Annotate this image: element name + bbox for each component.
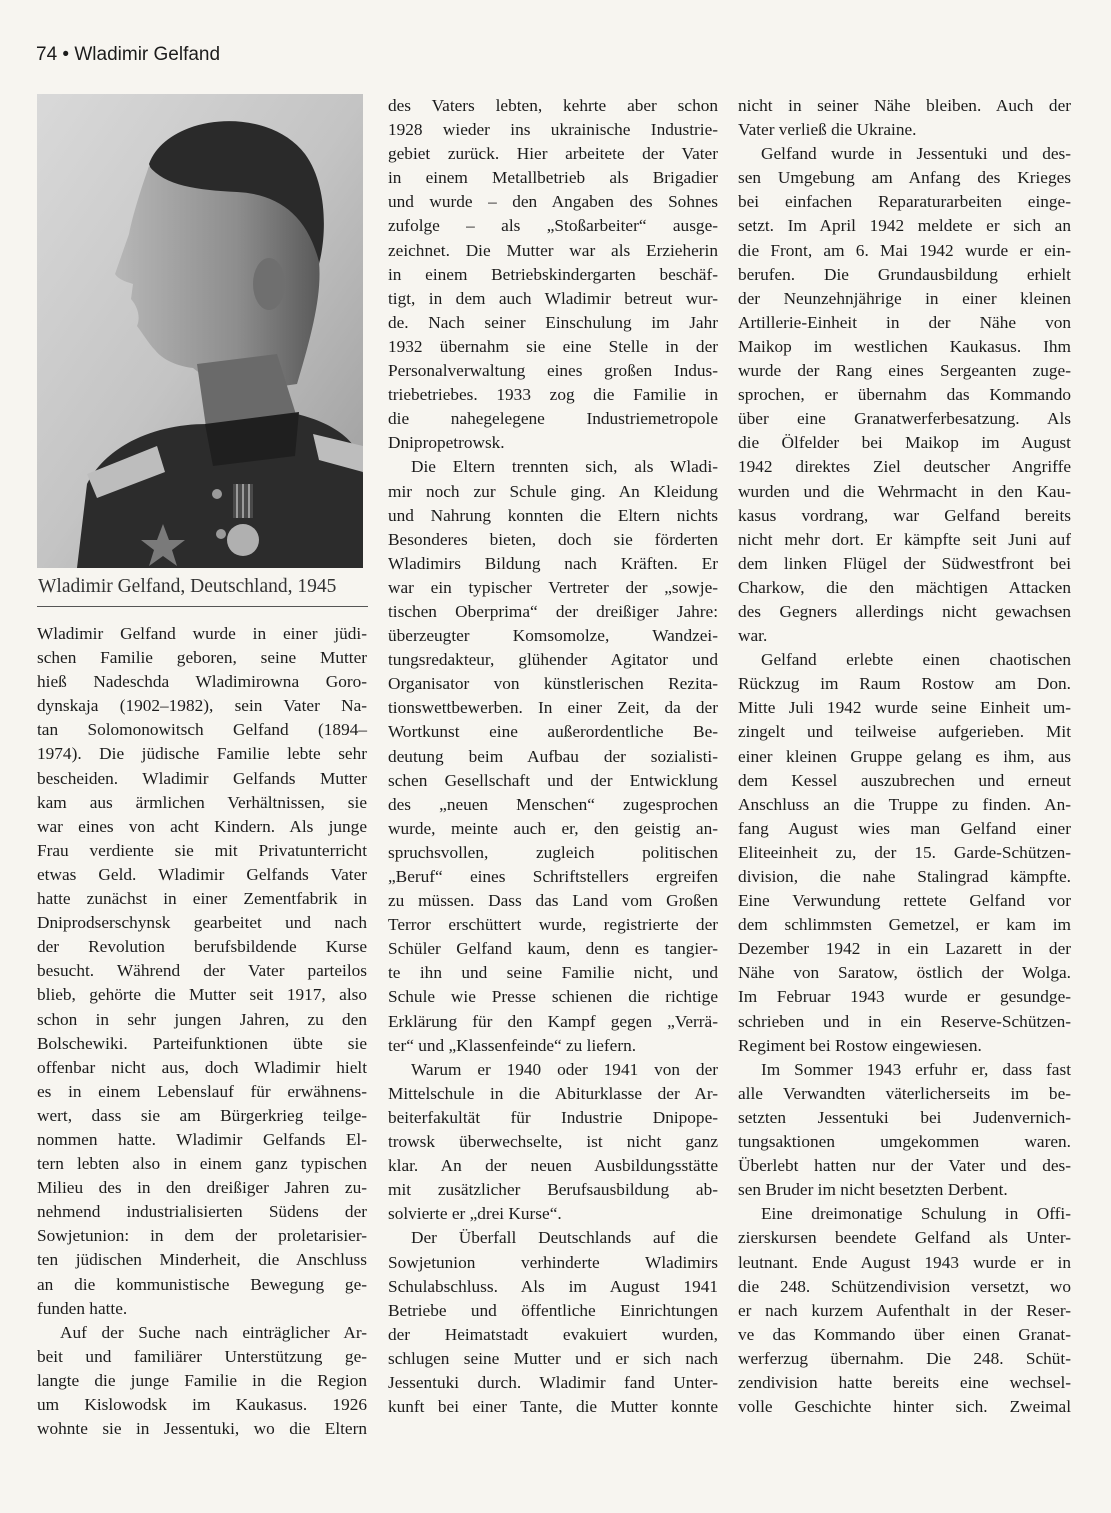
text-line: Organisator von künstlerischen Rezita-	[388, 674, 718, 694]
text-line: 1974). Die jüdische Familie lebte sehr	[37, 744, 367, 764]
text-line: wert, dass sie am Bürgerkrieg teilge-	[37, 1105, 367, 1125]
text-line: Warum er 1940 oder 1941 von der	[411, 1059, 718, 1079]
text-line: und wurde – den Angaben des Sohnes	[388, 192, 718, 212]
text-line: wurde der Rang eines Sergeanten zuge-	[738, 361, 1071, 381]
text-line: setzt. Im April 1942 meldete er sich an	[738, 216, 1071, 236]
text-line: hatte zunächst in einer Zementfabrik in	[37, 889, 367, 909]
caption-rule	[37, 606, 368, 607]
text-line: Terror erschüttert wurde, registrierte der	[388, 915, 718, 935]
figure-caption: Wladimir Gelfand, Deutschland, 1945	[38, 576, 337, 597]
text-line: Vater verließ die Ukraine.	[738, 120, 917, 140]
text-line: tionswettbewerben. In einer Zeit, da der	[388, 698, 718, 718]
text-line: Sowjetunion: in dem der proletarisier-	[37, 1226, 367, 1246]
text-line: wurde, meinte auch er, den geistig an-	[388, 818, 718, 838]
text-line: bescheiden. Wladimir Gelfands Mutter	[37, 768, 367, 788]
text-line: klar. An der neuen Ausbildungsstätte	[388, 1156, 718, 1176]
text-line: Der Überfall Deutschlands auf die	[411, 1228, 718, 1248]
text-line: leutnant. Ende August 1943 wurde er in	[738, 1252, 1071, 1272]
text-line: war.	[738, 626, 768, 646]
text-line: division, die nahe Stalingrad kämpfte.	[738, 867, 1071, 886]
text-line: ve das Kommando über einen Granat-	[738, 1324, 1071, 1344]
text-line: gebiet zurück. Hier arbeitete der Vater	[388, 144, 718, 164]
text-line: einer kleinen Gruppe gelang es ihm, aus	[738, 746, 1071, 766]
text-line: Gelfand wurde in Jessentuki und des-	[761, 144, 1071, 164]
portrait-image	[37, 94, 363, 568]
text-line: nicht mehr dort. Er kämpfte seit Juni auf	[738, 529, 1071, 549]
text-line: wurden und die Wehrmacht in den Kau-	[738, 481, 1071, 501]
text-line: Wladimirs Bildung nach Kräften. Er	[388, 553, 718, 573]
text-line: beiterfakultät für Industrie Dnipope-	[388, 1107, 718, 1127]
text-line: nicht in seiner Nähe bleiben. Auch der	[738, 96, 1071, 115]
text-line: Sowjetunion verhinderte Wladimirs	[388, 1252, 718, 1272]
text-line: Personalverwaltung eines großen Indus-	[388, 361, 718, 381]
text-line: hieß Nadeschda Wladimirowna Goro-	[37, 672, 367, 692]
text-line: Rückzug im Raum Rostow am Don.	[738, 674, 1071, 694]
text-line: wohnte sie in Jessentuki, wo die Eltern	[37, 1419, 367, 1439]
text-line: des Vaters lebten, kehrte aber schon	[388, 96, 718, 115]
text-line: triebetriebes. 1933 zog die Familie in	[388, 385, 718, 405]
text-line: des Gegners allerdings nicht gewachsen	[738, 601, 1071, 621]
text-column-2	[388, 94, 718, 1419]
text-line: die nahegelegene Industriemetropole	[388, 409, 718, 429]
text-line: es in einem Lebenslauf für erwähnens-	[37, 1081, 367, 1101]
text-line: in einem Metallbetrieb als Brigadier	[388, 168, 718, 188]
text-line: langte die junge Familie in die Region	[37, 1370, 367, 1390]
text-line: Artillerie-Einheit in der Nähe von	[738, 312, 1071, 332]
text-line: er nach kurzem Aufenthalt in der Reser-	[738, 1300, 1071, 1320]
text-column-3	[738, 94, 1071, 1419]
text-line: funden hatte.	[37, 1298, 128, 1318]
text-line: Überlebt hatten nur der Vater und des-	[738, 1156, 1071, 1176]
text-line: über eine Granatwerferbesatzung. Als	[738, 409, 1071, 429]
text-line: sprochen, er übernahm das Kommando	[738, 385, 1071, 405]
text-line: Dnipropetrowsk.	[388, 433, 505, 453]
text-line: tungsredakteur, glühender Agitator und	[388, 650, 718, 670]
text-line: Die Eltern trennten sich, als Wladi-	[411, 457, 718, 477]
text-line: blieb, gehörte die Mutter seit 1917, also	[37, 985, 367, 1005]
running-header	[36, 44, 220, 66]
text-line: war ein typischer Vertreter der „sowje-	[388, 577, 718, 597]
text-line: tern lebten also in einem ganz typischen	[37, 1154, 367, 1174]
text-line: Mittelschule in die Abiturklasse der Ar-	[388, 1083, 718, 1103]
text-line: 1942 direktes Ziel deutscher Angriffe	[738, 457, 1071, 477]
text-line: offenbar nicht aus, doch Wladimir hielt	[37, 1057, 367, 1077]
text-line: sen Umgebung am Anfang des Krieges	[738, 168, 1071, 188]
text-line: schlugen seine Mutter und er sich nach	[388, 1348, 718, 1368]
text-line: besucht. Während der Vater parteilos	[37, 961, 367, 981]
text-line: dem Kessel auszubrechen und erneut	[738, 770, 1071, 790]
text-line: Erklärung für den Kampf gegen „Verrä-	[388, 1011, 718, 1031]
text-line: alle Verwandten väterlicherseits im be-	[738, 1083, 1071, 1103]
text-line: dynskaja (1902–1982), sein Vater Na-	[37, 696, 367, 716]
text-line: deutung beim Aufbau der sozialisti-	[388, 746, 718, 766]
text-line: überzeugter Komsomolze, Wandzei-	[388, 626, 718, 646]
text-line: ten jüdischen Minderheit, die Anschluss	[37, 1250, 367, 1270]
text-line: schon in sehr jungen Jahren, zu den	[37, 1009, 367, 1029]
text-line: Bolschewiki. Parteifunktionen übte sie	[37, 1033, 367, 1053]
text-line: trowsk überwechselte, ist nicht ganz	[388, 1132, 718, 1152]
page-number: 74	[36, 44, 58, 65]
text-line: sen Bruder im nicht besetzten Derbent.	[738, 1180, 1008, 1200]
text-line: die Front, am 6. Mai 1942 wurde er ein-	[738, 240, 1071, 260]
text-line: die 248. Schützendivision versetzt, wo	[738, 1276, 1071, 1296]
text-line: Regiment bei Rostow eingewiesen.	[738, 1035, 982, 1055]
text-line: Dezember 1942 in ein Lazarett in der	[738, 939, 1071, 959]
text-line: dem schlimmsten Gemetzel, er kam im	[738, 915, 1071, 935]
text-line: und Nahrung konnten die Eltern nichts	[388, 505, 718, 525]
text-line: Anschluss an die Truppe zu finden. An-	[738, 794, 1071, 814]
text-line: „Beruf“ eines Schriftstellers ergreifen	[388, 867, 718, 886]
text-line: tungsaktionen umgekommen waren.	[738, 1132, 1071, 1152]
text-line: 1928 wieder ins ukrainische Industrie-	[388, 120, 718, 140]
text-line: berufen. Die Grundausbildung erhielt	[738, 264, 1071, 284]
text-line: zendivision hatte bereits eine wechsel-	[738, 1372, 1071, 1392]
text-line: beit und familiärer Unterstützung ge-	[37, 1346, 367, 1366]
text-line: Schulabschluss. Als im August 1941	[388, 1276, 718, 1296]
text-line: der Revolution berufsbildende Kurse	[37, 937, 367, 957]
text-line: der Heimatstadt evakuiert wurden,	[388, 1324, 718, 1344]
text-line: Schüler Gelfand kaum, denn es tangier-	[388, 939, 718, 959]
text-line: spruchsvollen, zugleich politischen	[388, 842, 718, 862]
text-line: Maikop im westlichen Kaukasus. Ihm	[738, 336, 1071, 356]
text-line: schen Familie geboren, seine Mutter	[37, 648, 367, 668]
text-line: Im Februar 1943 wurde er gesundge-	[738, 987, 1071, 1007]
text-line: tigt, in dem auch Wladimir betreut wur-	[388, 288, 718, 308]
text-line: zu müssen. Dass das Land vom Großen	[388, 891, 718, 911]
text-line: tischen Oberprima“ der dreißiger Jahre:	[388, 601, 718, 621]
text-line: Frau verdiente sie mit Privatunterricht	[37, 840, 367, 860]
text-line: volle Geschichte hinter sich. Zweimal	[738, 1397, 1071, 1417]
text-line: schen Gesellschaft und der Entwicklung	[388, 770, 718, 790]
text-line: dem linken Flügel der Südwestfront bei	[738, 553, 1071, 573]
text-line: mit zusätzlicher Berufsausbildung ab-	[388, 1180, 718, 1200]
text-line: ter“ und „Klassenfeinde“ zu liefern.	[388, 1035, 637, 1055]
text-line: Gelfand erlebte einen chaotischen	[761, 650, 1071, 670]
text-line: Mitte Juli 1942 wurde seine Einheit um-	[738, 698, 1071, 718]
text-line: Eliteeinheit zu, der 15. Garde-Schützen-	[738, 842, 1071, 862]
text-line: Im Sommer 1943 erfuhr er, dass fast	[761, 1059, 1071, 1079]
header-separator: •	[62, 44, 70, 65]
text-line: Milieu des in den dreißiger Jahren zu-	[37, 1178, 367, 1198]
text-line: Eine Verwundung rettete Gelfand vor	[738, 891, 1071, 911]
text-line: mir noch zur Schule ging. An Kleidung	[388, 481, 718, 501]
text-line: tan Solomonowitsch Gelfand (1894–	[37, 720, 367, 740]
text-line: Dniprodserschynsk gearbeitet und nach	[37, 913, 367, 933]
text-line: an die kommunistische Bewegung ge-	[37, 1274, 367, 1294]
text-line: Jessentuki durch. Wladimir fand Unter-	[388, 1372, 718, 1392]
text-line: zufolge – als „Stoßarbeiter“ ausge-	[388, 216, 718, 236]
text-line: zierskursen beendete Gelfand als Unter-	[738, 1228, 1071, 1248]
text-line: 1932 übernahm sie eine Stelle in der	[388, 336, 718, 356]
text-line: des „neuen Menschen“ zugesprochen	[388, 794, 718, 814]
text-line: Besonderes bieten, doch sie förderten	[388, 529, 718, 549]
text-line: Schule wie Presse schienen die richtige	[388, 987, 718, 1007]
text-line: fang August wies man Gelfand einer	[738, 818, 1071, 838]
text-line: war eines von acht Kindern. Als junge	[37, 816, 367, 836]
running-title: Wladimir Gelfand	[74, 44, 221, 65]
text-line: Betriebe und öffentliche Einrichtungen	[388, 1300, 718, 1320]
text-line: Eine dreimonatige Schulung in Offi-	[761, 1204, 1071, 1224]
text-line: de. Nach seiner Einschulung im Jahr	[388, 312, 718, 332]
text-line: zingelt und teilweise aufgerieben. Mit	[738, 722, 1071, 742]
text-line: schrieben und in ein Reserve-Schützen-	[738, 1011, 1071, 1031]
portrait-photo	[37, 94, 363, 568]
text-line: um Kislowodsk im Kaukasus. 1926	[37, 1395, 367, 1414]
text-line: nommen hatte. Wladimir Gelfands El-	[37, 1129, 367, 1149]
text-line: setzten Jessentuki bei Judenvernich-	[738, 1107, 1071, 1127]
text-line: der Neunzehnjährige in einer kleinen	[738, 288, 1071, 308]
text-line: Wladimir Gelfand wurde in einer jüdi-	[37, 624, 367, 643]
text-line: Charkow, die den mächtigen Attacken	[738, 577, 1071, 597]
text-column-1	[37, 622, 367, 1441]
text-line: werferzug übernahm. Die 248. Schüt-	[738, 1348, 1071, 1368]
text-line: Nähe von Saratow, östlich der Wolga.	[738, 963, 1071, 983]
text-line: die Ölfelder bei Maikop im August	[738, 433, 1071, 453]
text-line: in einem Betriebskindergarten beschäf-	[388, 264, 718, 284]
text-line: solvierte er „drei Kurse“.	[388, 1204, 562, 1224]
text-line: Wortkunst eine außerordentliche Be-	[388, 722, 718, 742]
text-line: nehmend industrialisierten Südens der	[37, 1202, 367, 1222]
text-line: bei einfachen Reparaturarbeiten einge-	[738, 192, 1071, 212]
text-line: etwas Geld. Wladimir Gelfands Vater	[37, 864, 367, 884]
text-line: te ihn und seine Familie nicht, und	[388, 963, 718, 983]
text-line: Auf der Suche nach einträglicher Ar-	[60, 1322, 367, 1342]
text-line: kam aus ärmlichen Verhältnissen, sie	[37, 792, 367, 812]
text-line: zeichnet. Die Mutter war als Erzieherin	[388, 240, 718, 260]
text-line: kasus vordrang, war Gelfand bereits	[738, 505, 1071, 525]
text-line: kunft bei einer Tante, die Mutter konnte	[388, 1397, 718, 1417]
